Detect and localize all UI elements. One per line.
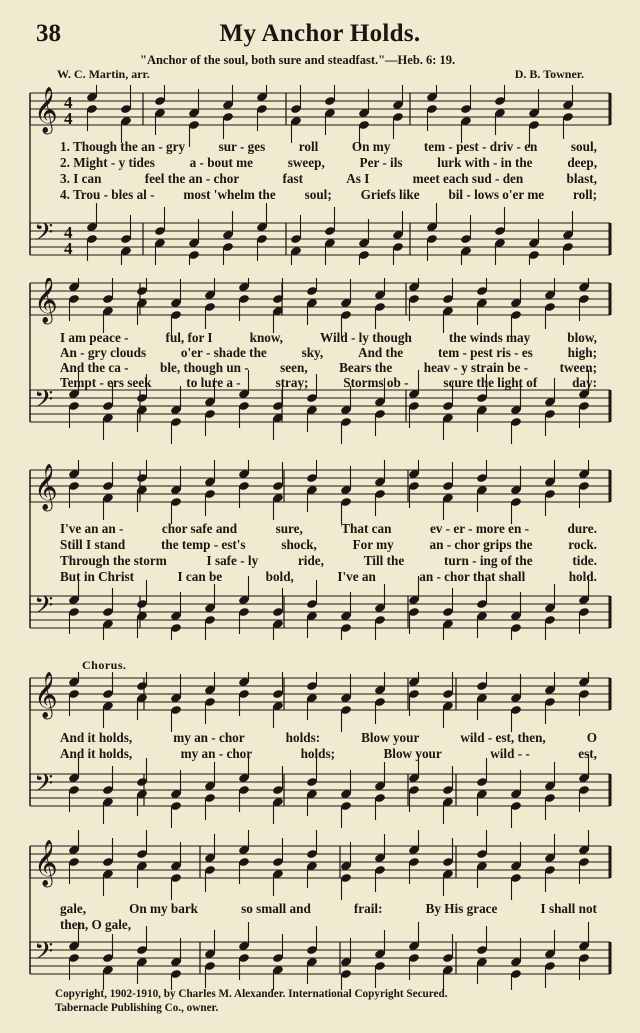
lyric-segment: dure.: [567, 521, 597, 536]
lyric-segment: 2. Might - y tides: [60, 155, 155, 170]
lyric-segment: ful, for I: [165, 330, 213, 345]
lyric-segment: And it holds,: [60, 730, 133, 745]
time-signature-bottom: 4: [64, 239, 73, 258]
copyright-line: Copyright, 1902-1910, by Charles M. Alexander. International Copyright Secured.: [55, 988, 448, 1000]
lyric-segment: bil - lows o'er me: [448, 187, 545, 202]
lyric-segment: tem - pest ris - es: [437, 345, 533, 360]
hymn-title: My Anchor Holds.: [219, 20, 421, 47]
lyric-line: [60, 139, 597, 155]
lyric-segment: lurk with - in the: [437, 155, 533, 170]
lyric-line: [60, 553, 597, 569]
lyric-segment: tween;: [559, 360, 597, 375]
time-signature-top: 4: [64, 223, 73, 242]
treble-clef-icon: 𝄞: [34, 278, 58, 323]
lyric-segment: Still I stand: [60, 537, 126, 552]
lyric-segment: ble, though un -: [160, 360, 249, 375]
lyric-segment: Till the: [363, 553, 405, 568]
lyric-segment: ride,: [297, 553, 324, 568]
lyric-line: [60, 171, 597, 187]
lyric-segment: an - chor that shall: [419, 569, 526, 584]
lyric-segment: By His grace: [425, 901, 498, 916]
lyric-segment: so small and: [241, 901, 311, 916]
lyric-segment: That can: [341, 521, 392, 536]
lyric-segment: For my: [352, 537, 394, 552]
lyric-segment: I've an: [337, 569, 376, 584]
bass-clef-icon: 𝄢: [34, 385, 54, 420]
lyric-segment: O: [586, 730, 597, 745]
lyric-segment: And the: [358, 345, 404, 360]
treble-clef-icon: 𝄞: [34, 87, 58, 133]
lyric-line: [60, 537, 597, 553]
lyric-line: [60, 345, 597, 361]
lyric-segment: 3. I can: [60, 171, 102, 186]
lyric-segment: day:: [572, 375, 597, 390]
lyric-segment: frail:: [353, 901, 383, 916]
lyric-segment: bold,: [265, 569, 294, 584]
lyric-segment: wild - est, then,: [460, 730, 546, 745]
lyric-segment: Blow your: [361, 730, 420, 745]
lyric-line: [60, 187, 597, 203]
lyric-segment: shock,: [281, 537, 317, 552]
bass-clef-icon: 𝄢: [34, 769, 54, 804]
chorus-label: Chorus.: [82, 658, 127, 672]
lyric-segment: roll;: [573, 187, 597, 202]
lyric-segment: most 'whelm the: [183, 187, 276, 202]
lyric-line: [60, 375, 597, 391]
time-signature-top: 4: [64, 93, 73, 112]
lyric-line: [60, 521, 597, 537]
lyric-line: [60, 730, 597, 746]
lyric-segment: a - bout me: [189, 155, 254, 170]
lyric-line: [60, 901, 597, 917]
lyric-segment: chor safe and: [161, 521, 238, 536]
lyric-segment: rock.: [568, 537, 597, 552]
lyric-segment: seen,: [280, 360, 308, 375]
lyric-segment: feel the an - chor: [144, 171, 240, 186]
lyric-segment: my an - chor: [173, 730, 245, 745]
lyric-segment: Through the storm: [60, 553, 167, 568]
lyric-segment: roll: [298, 139, 319, 154]
lyric-segment: o'er - shade the: [180, 345, 267, 360]
lyric-segment: soul;: [304, 187, 332, 202]
lyric-segment: then, O gale,: [60, 917, 132, 932]
lyric-line: [60, 569, 597, 585]
lyric-segment: 4. Trou - bles al -: [60, 187, 155, 202]
lyric-segment: my an - chor: [180, 746, 253, 761]
lyric-segment: I shall not: [540, 901, 597, 916]
bass-clef-icon: 𝄢: [34, 591, 54, 626]
lyric-segment: Griefs like: [360, 187, 420, 202]
lyric-line: [60, 746, 597, 762]
lyric-segment: to lure a -: [186, 375, 241, 390]
lyric-line: [60, 330, 597, 346]
lyric-line: [60, 360, 597, 376]
lyric-segment: sky,: [301, 345, 324, 360]
lyric-segment: Wild - ly though: [320, 330, 412, 345]
lyric-segment: tide.: [572, 553, 597, 568]
lyric-segment: scure the light of: [443, 375, 538, 390]
lyric-segment: Bears the: [339, 360, 393, 375]
lyric-segment: And the ca -: [60, 360, 129, 375]
lyric-segment: the temp - est's: [160, 537, 246, 552]
lyric-segment: But in Christ: [60, 569, 135, 584]
lyric-segment: est,: [578, 746, 597, 761]
lyric-segment: hold.: [568, 569, 597, 584]
lyric-segment: Blow your: [383, 746, 442, 761]
lyric-segment: meet each sud - den: [412, 171, 524, 186]
lyric-segment: fast: [282, 171, 303, 186]
lyric-segment: Storms ob -: [343, 375, 409, 390]
lyric-segment: know,: [249, 330, 283, 345]
lyric-segment: I am peace -: [60, 330, 129, 345]
lyric-segment: Per - ils: [359, 155, 403, 170]
lyric-segment: sur - ges: [218, 139, 266, 154]
lyric-segment: Tempt - ers seek: [60, 375, 152, 390]
lyric-segment: 1. Though the an - gry: [60, 139, 186, 154]
lyric-segment: sweep,: [287, 155, 325, 170]
arranger-credit: W. C. Martin, arr.: [57, 67, 150, 81]
lyric-segment: I safe - ly: [206, 553, 259, 568]
lyric-segment: stray;: [275, 375, 309, 390]
lyric-segment: holds:: [285, 730, 321, 745]
lyric-segment: heav - y strain be -: [423, 360, 529, 375]
lyric-segment: tem - pest - driv - en: [423, 139, 538, 154]
lyric-segment: As I: [346, 171, 370, 186]
lyric-segment: An - gry clouds: [60, 345, 147, 360]
lyric-segment: On my: [351, 139, 391, 154]
lyric-segment: blow,: [567, 330, 597, 345]
lyric-segment: On my bark: [129, 901, 199, 916]
page-number: 38: [36, 20, 61, 47]
time-signature-bottom: 4: [64, 109, 73, 128]
lyric-segment: gale,: [60, 901, 87, 916]
bass-clef-icon: 𝄢: [34, 937, 54, 972]
lyric-segment: holds;: [300, 746, 336, 761]
epigraph: "Anchor of the soul, both sure and steadfast."—Heb. 6: 19.: [140, 53, 456, 67]
lyric-segment: deep,: [567, 155, 597, 170]
treble-clef-icon: 𝄞: [34, 840, 58, 886]
lyric-segment: blast,: [566, 171, 597, 186]
treble-clef-icon: 𝄞: [34, 672, 58, 718]
lyric-segment: sure,: [275, 521, 303, 536]
lyric-line: [60, 155, 597, 171]
lyric-segment: high;: [567, 345, 597, 360]
lyric-segment: I've an an -: [60, 521, 124, 536]
treble-clef-icon: 𝄞: [34, 464, 58, 510]
composer-credit: D. B. Towner.: [514, 67, 584, 81]
lyric-segment: the winds may: [448, 330, 531, 345]
lyric-line: [60, 917, 597, 933]
bass-clef-icon: 𝄢: [34, 218, 54, 253]
lyric-segment: wild - -: [490, 746, 530, 761]
lyric-segment: And it holds,: [60, 746, 133, 761]
lyric-segment: soul,: [570, 139, 597, 154]
lyric-segment: an - chor grips the: [429, 537, 533, 552]
lyric-segment: I can be: [177, 569, 223, 584]
lyric-segment: ev - er - more en -: [429, 521, 530, 536]
lyric-segment: turn - ing of the: [443, 553, 533, 568]
owner-line: Tabernacle Publishing Co., owner.: [55, 1002, 219, 1014]
